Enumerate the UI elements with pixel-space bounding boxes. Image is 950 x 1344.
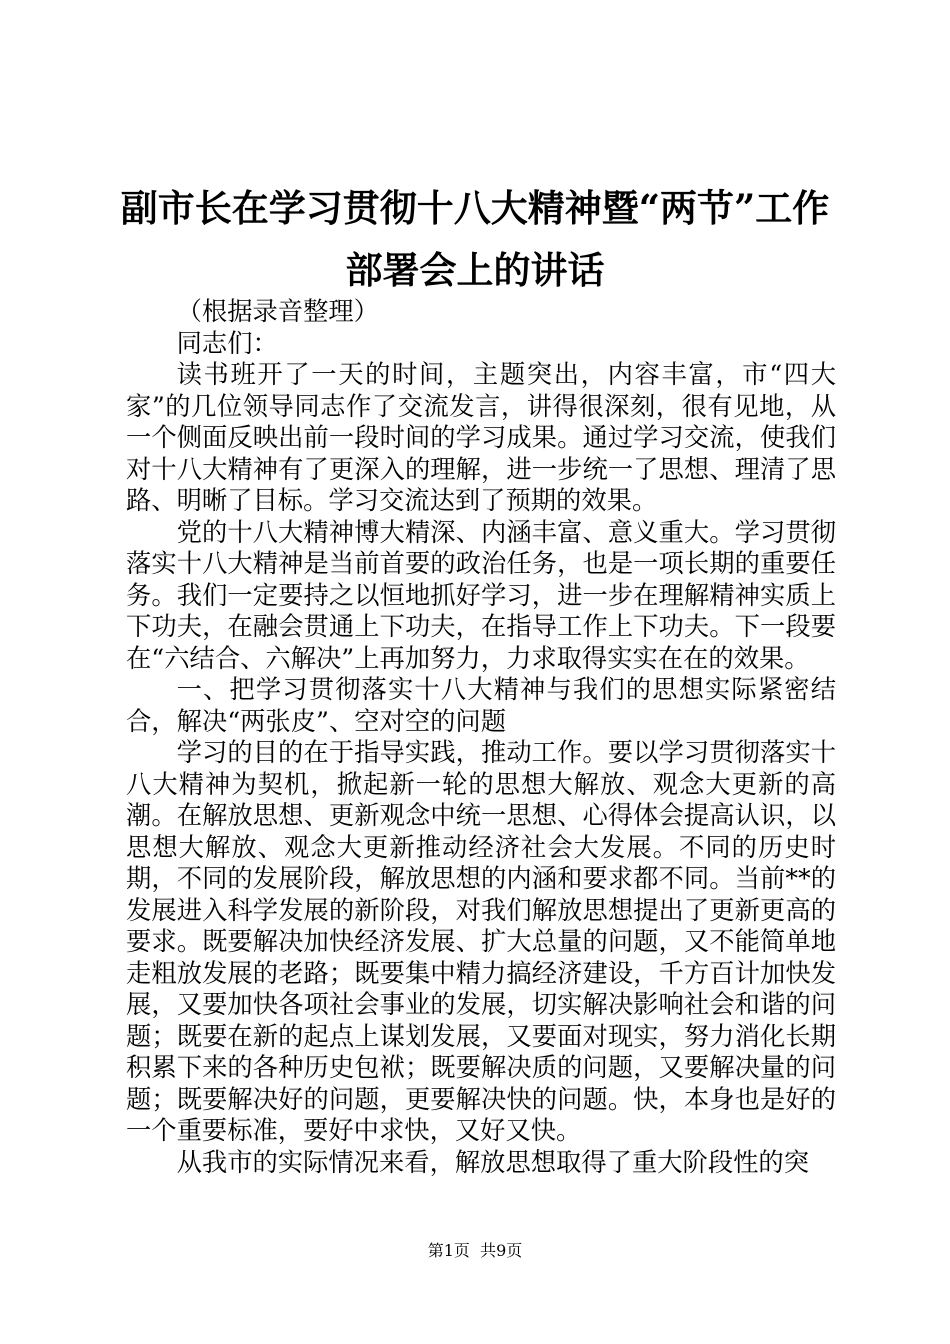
- document-body: [126, 296, 836, 1178]
- section-heading: 一、把学习贯彻落实十八大精神与我们的思想实际紧密结合，解决“两张皮”、空对空的问题: [126, 675, 836, 736]
- salutation: 同志们：: [176, 328, 278, 358]
- recording-note: （根据录音整理）: [176, 297, 379, 326]
- document-title-line-2: 部署会上的讲话: [345, 248, 605, 292]
- page-number-footer: 第1页 共9页: [427, 1241, 523, 1260]
- body-paragraph: 读书班开了一天的时间，主题突出，内容丰富，市“四大家”的几位领导同志作了交流发言，讲得很深刻，很有见地，从一个侧面反映出前一段时间的学习成果。通过学习交流，使我们对十八大精神有了更深入的理解，进一步统一了思想、理清了思路、明晰了目标。学习交流达到了预期的效果。: [126, 360, 836, 515]
- body-paragraph: 从我市的实际情况来看，解放思想取得了重大阶段性的突: [176, 1147, 810, 1177]
- document-title-line-1: 副市长在学习贯彻十八大精神暨“两节”工作: [120, 186, 830, 230]
- body-paragraph: 党的十八大精神博大精深、内涵丰富、意义重大。学习贯彻落实十八大精神是当前首要的政治任务，也是一项长期的重要任务。我们一定要持之以恒地抓好学习，进一步在理解精神实质上下功夫，在融会贯通上下功夫，在指导工作上下功夫。下一段要在“六结合、六解决”上再加努力，力求取得实实在在的效果。: [126, 517, 836, 673]
- body-paragraph: 学习的目的在于指导实践，推动工作。要以学习贯彻落实十八大精神为契机，掀起新一轮的思想大解放、观念大更新的高潮。在解放思想、更新观念中统一思想、心得体会提高认识，以思想大解放、观念大更新推动经济社会大发展。不同的历史时期，不同的发展阶段，解放思想的内涵和要求都不同。当前**的发展进入科学发展的新阶段，对我们解放思想提出了更新更高的要求。既要解决加快经济发展、扩大总量的问题，又不能简单地走粗放发展的老路；既要集中精力搞经济建设，千方百计加快发展，又要加快各项社会事业的发展，切实解决影响社会和谐的问题；既要在新的起点上谋划发展，又要面对现实，努力消化长期积累下来的各种历史包袱；既要解决质的问题，又要解决量的问题；既要解决好的问题，更要解决快的问题。快，本身也是好的一个重要标准，要好中求快，又好又快。: [126, 738, 836, 1145]
